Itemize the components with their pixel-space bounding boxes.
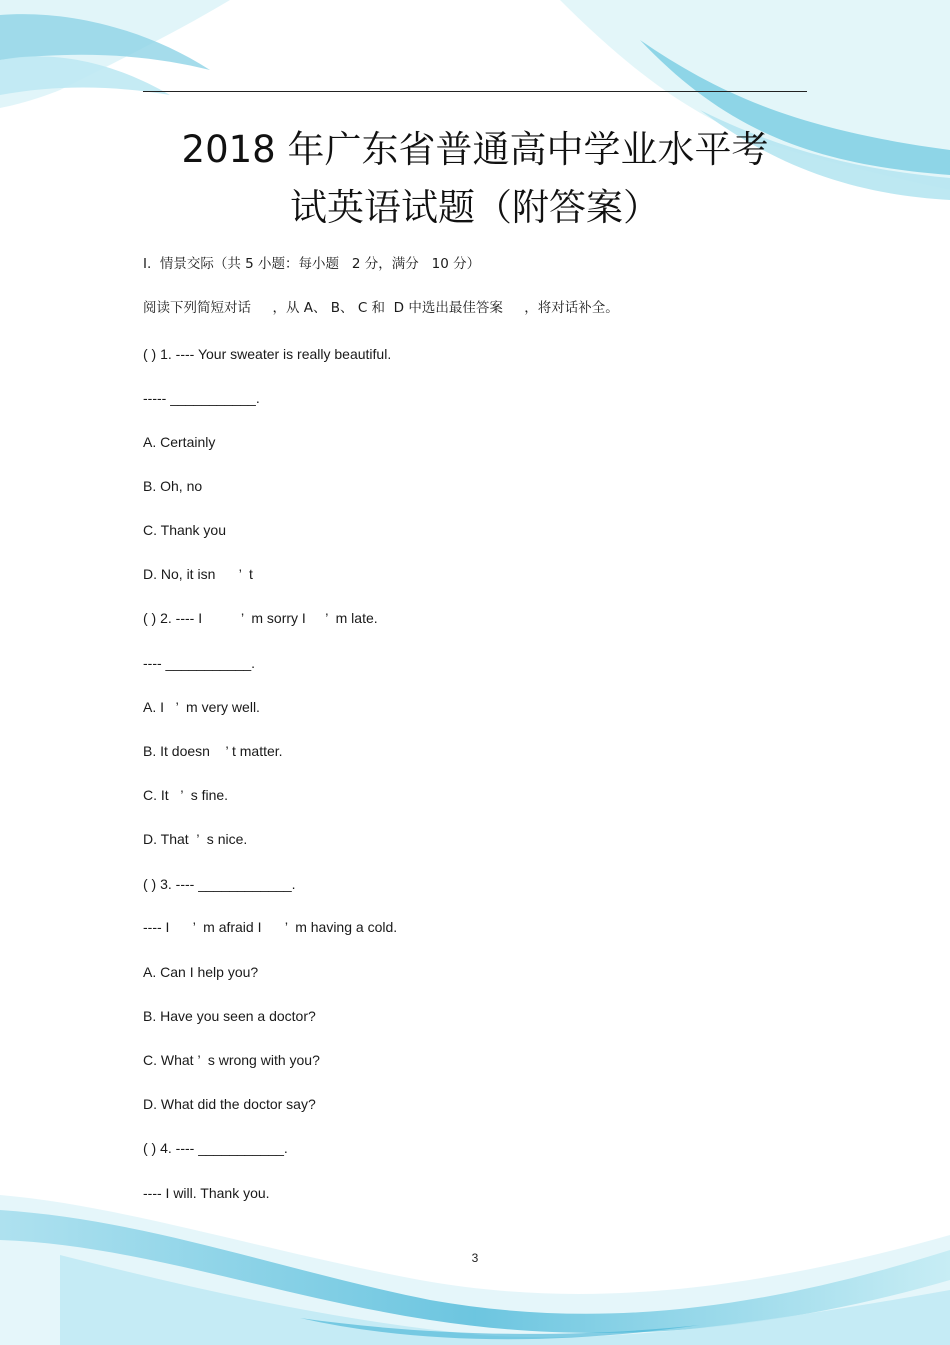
page-number: 3 xyxy=(471,1251,479,1265)
question-3-option-a: A. Can I help you? xyxy=(143,964,259,980)
question-3-option-b: B. Have you seen a doctor? xyxy=(143,1008,316,1024)
question-1-option-a: A. Certainly xyxy=(143,434,216,450)
question-2-option-b: B. It doesn ’ t matter. xyxy=(143,743,283,759)
document-title-line-2: 试英语试题（附答案） xyxy=(290,186,660,229)
question-2-option-a: A. I ’ m very well. xyxy=(143,699,260,715)
header-rule xyxy=(143,91,807,92)
question-3-option-d: D. What did the doctor say? xyxy=(143,1096,316,1112)
question-1-option-d: D. No, it isn ’ t xyxy=(143,566,253,582)
question-1-option-c: C. Thank you xyxy=(143,522,227,538)
question-2-option-d: D. That ’ s nice. xyxy=(143,831,248,847)
question-3-stem: ( ) 3. ---- ____________. xyxy=(143,876,296,892)
question-2-option-c: C. It ’ s fine. xyxy=(143,787,229,803)
question-1-option-b: B. Oh, no xyxy=(143,478,203,494)
question-2-stem: ( ) 2. ---- I ’ m sorry I ’ m late. xyxy=(143,610,378,626)
question-3-reply: ---- I ’ m afraid I ’ m having a cold. xyxy=(143,919,398,935)
section-instruction: 阅读下列简短对话 ，从 A、 B、 C 和 D 中选出最佳答案 ，将对话补全。 xyxy=(143,300,619,316)
question-1-stem: ( ) 1. ---- Your sweater is really beautiful. xyxy=(143,346,392,362)
question-1-reply: ----- ___________. xyxy=(143,390,260,406)
section-heading: I. 情景交际（共 5 小题：每小题 2 分，满分 10 分） xyxy=(143,256,481,272)
question-4-reply: ---- I will. Thank you. xyxy=(143,1185,270,1201)
document-title-line-1: 2018 年广东省普通高中学业水平考 xyxy=(181,128,769,171)
question-4-stem: ( ) 4. ---- ___________. xyxy=(143,1140,288,1156)
question-2-reply: ---- ___________. xyxy=(143,655,256,671)
question-3-option-c: C. What ’ s wrong with you? xyxy=(143,1052,320,1068)
